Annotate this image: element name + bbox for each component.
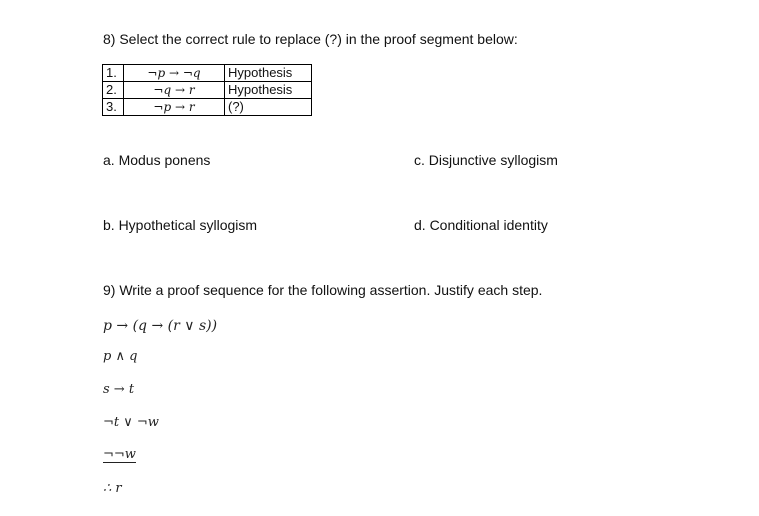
premise-5: ¬¬w <box>103 447 136 462</box>
proof-statement: ¬q → r <box>124 82 225 99</box>
choice-a[interactable]: a. Modus ponens <box>103 152 211 168</box>
proof-line-number: 3. <box>103 99 124 116</box>
conclusion: ∴ r <box>103 481 122 496</box>
proof-statement: ¬p → ¬q <box>124 65 225 82</box>
choice-d[interactable]: d. Conditional identity <box>414 217 548 233</box>
choice-b[interactable]: b. Hypothetical syllogism <box>103 217 258 233</box>
premise-1: p → (q → (r ∨ s)) <box>103 318 218 334</box>
premise-4: ¬t ∨ ¬w <box>103 415 159 430</box>
proof-row <box>103 99 312 116</box>
choice-c[interactable]: c. Disjunctive syllogism <box>414 152 558 168</box>
proof-row <box>103 65 312 82</box>
proof-line-number: 2. <box>103 82 124 99</box>
premise-2: p ∧ q <box>103 349 138 364</box>
question-8-prompt: 8) Select the correct rule to replace (?) in the proof segment below: <box>103 31 518 47</box>
premise-3: s → t <box>103 382 135 397</box>
proof-segment-table <box>102 64 312 116</box>
question-9-prompt: 9) Write a proof sequence for the following assertion. Justify each step. <box>103 282 543 298</box>
proof-reason: Hypothesis <box>225 82 312 99</box>
proof-line-number: 1. <box>103 65 124 82</box>
proof-statement: ¬p → r <box>124 99 225 116</box>
proof-reason: Hypothesis <box>225 65 312 82</box>
proof-reason: (?) <box>225 99 312 116</box>
proof-row <box>103 82 312 99</box>
